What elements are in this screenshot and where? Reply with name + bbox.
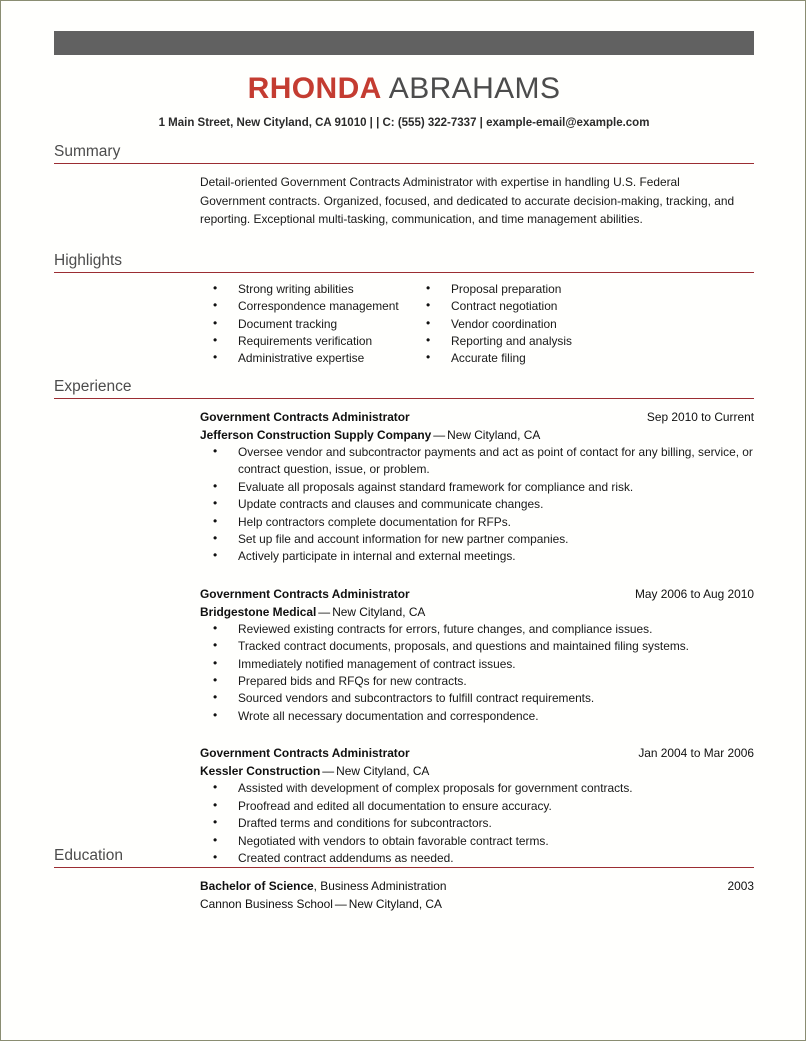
job-dates: Jan 2004 to Mar 2006	[638, 746, 754, 761]
section-title-education: Education	[54, 847, 123, 864]
list-item: • Help contractors complete documentation for RFPs.	[213, 514, 754, 531]
job-location: New Cityland, CA	[336, 764, 430, 779]
candidate-name	[1, 72, 806, 106]
list-item: • Accurate filing	[426, 350, 572, 367]
first-name: RHONDA	[247, 72, 382, 105]
separator-dash: —	[334, 897, 347, 911]
summary-text: Detail-oriented Government Contracts Administrator with expertise in handling U.S. Federal Government contracts. Organized, focused, and dedicated to accurate decision-making, tracking, and reporting. Exceptional multi-tasking, communication, and time management abilities.	[200, 175, 735, 226]
list-item: • Reporting and analysis	[426, 333, 572, 350]
highlights-column-left	[213, 281, 426, 367]
list-item: • Administrative expertise	[213, 350, 426, 367]
education-year: 2003	[727, 879, 754, 893]
list-item: • Actively participate in internal and external meetings.	[213, 548, 754, 565]
job-duties-list	[213, 444, 754, 566]
section-summary	[54, 143, 754, 229]
job-dates: Sep 2010 to Current	[646, 410, 754, 424]
list-item: • Prepared bids and RFQs for new contracts.	[213, 673, 754, 690]
experience-entry	[200, 566, 754, 725]
experience-entry	[200, 399, 754, 566]
job-header	[200, 744, 754, 762]
list-item: • Reviewed existing contracts for errors, future changes, and compliance issues.	[213, 621, 754, 638]
list-item: • Wrote all necessary documentation and correspondence.	[213, 708, 754, 725]
separator-dash: —	[318, 604, 331, 619]
list-item: • Update contracts and clauses and communicate changes.	[213, 496, 754, 513]
last-name: ABRAHAMS	[381, 72, 561, 105]
section-education	[54, 847, 754, 913]
job-dates: May 2006 to Aug 2010	[635, 586, 754, 601]
list-item: • Tracked contract documents, proposals, and questions and maintained filing systems.	[213, 638, 754, 655]
list-item: • Oversee vendor and subcontractor payments and act as point of contact for any billing, service, or contract question, issue, or problem.	[213, 444, 754, 479]
list-item: • Sourced vendors and subcontractors to fulfill contract requirements.	[213, 690, 754, 707]
separator-dash: —	[433, 428, 446, 442]
job-title: Government Contracts Administrator	[200, 410, 410, 424]
section-experience	[54, 378, 754, 867]
list-item: • Assisted with development of complex proposals for government contracts.	[213, 780, 754, 797]
list-item: • Proposal preparation	[426, 281, 572, 298]
contact-info-line: 1 Main Street, New Cityland, CA 91010 | | C: (555) 322-7337 | example-email@example.com	[158, 117, 650, 129]
education-entry	[200, 868, 754, 913]
list-item: • Correspondence management	[213, 298, 426, 315]
experience-entry	[200, 725, 754, 867]
separator-dash: —	[322, 764, 335, 779]
section-highlights	[54, 252, 754, 367]
section-title-summary: Summary	[54, 143, 121, 160]
list-item: • Vendor coordination	[426, 316, 572, 333]
job-company-line	[200, 426, 754, 444]
summary-body	[200, 164, 754, 229]
list-item: • Proofread and edited all documentation to ensure accuracy.	[213, 798, 754, 815]
school-location: New Cityland, CA	[348, 897, 442, 911]
education-header	[200, 877, 754, 895]
job-header	[200, 408, 754, 426]
list-item: • Evaluate all proposals against standard framework for compliance and risk.	[213, 479, 754, 496]
list-item: • Strong writing abilities	[213, 281, 426, 298]
section-title-experience: Experience	[54, 378, 132, 395]
job-company-line	[200, 762, 754, 780]
job-company-line	[200, 603, 754, 621]
job-location: New Cityland, CA	[447, 428, 541, 442]
company-name: Kessler Construction	[200, 764, 321, 779]
education-degree	[200, 877, 447, 895]
list-item: • Document tracking	[213, 316, 426, 333]
list-item: • Negotiated with vendors to obtain favorable contract terms.	[213, 833, 754, 850]
list-item: • Contract negotiation	[426, 298, 572, 315]
degree-field: , Business Administration	[313, 879, 447, 893]
list-item: • Set up file and account information for new partner companies.	[213, 531, 754, 548]
header-accent-bar	[54, 31, 754, 55]
job-location: New Cityland, CA	[332, 604, 426, 619]
company-name: Jefferson Construction Supply Company	[200, 428, 432, 442]
list-item: • Created contract addendums as needed.	[213, 850, 754, 867]
job-duties-list	[213, 621, 754, 725]
highlights-columns	[213, 273, 754, 367]
education-school-line	[200, 895, 754, 913]
job-header	[200, 585, 754, 603]
section-title-highlights: Highlights	[54, 252, 123, 269]
list-item: • Requirements verification	[213, 333, 426, 350]
list-item: • Drafted terms and conditions for subcontractors.	[213, 815, 754, 832]
list-item: • Immediately notified management of contract issues.	[213, 656, 754, 673]
highlights-column-right	[426, 281, 572, 367]
company-name: Bridgestone Medical	[200, 604, 317, 619]
job-title: Government Contracts Administrator	[200, 586, 410, 601]
job-title: Government Contracts Administrator	[200, 746, 410, 761]
degree-name: Bachelor of Science	[200, 879, 314, 893]
school-name: Cannon Business School	[200, 897, 333, 911]
